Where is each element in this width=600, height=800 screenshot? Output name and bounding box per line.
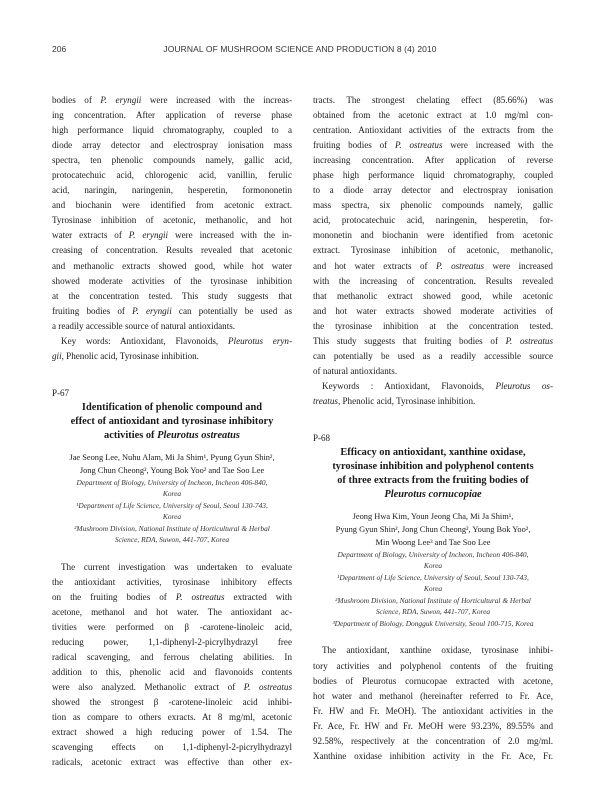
text-line: and hot water extracts of P. ostreatus were increased	[313, 260, 553, 271]
text-line: and biochanin were identified from acetonic extract.	[52, 200, 292, 211]
text-line: protocatechuic acid, chlorogenic acid, vanillin, ferulic	[52, 170, 292, 181]
text-line: radical scavenging, and ferrous chelating abilities. In	[52, 652, 292, 663]
affiliation-line: Korea	[162, 512, 182, 522]
text-line: mass spectra, six phenolic compounds namely, gallic	[313, 200, 553, 211]
text-line: to a diode array detector and electrospray ionisation	[313, 185, 553, 196]
text-line: obtained from the acetonic extract at 1.0 mg/ml con-	[313, 110, 553, 121]
text-line: acid, protocatechuic acid, naringenin, hesperetin, for-	[313, 215, 553, 226]
text-line: creasing of concentration. Results revealed that acetonic	[52, 245, 292, 256]
keywords-line: treatus, Phenolic acid, Tyrosinase inhibition.	[313, 395, 476, 406]
author-line: Jong Chun Cheong², Young Bok Yoo² and Tae Soo Lee	[79, 465, 265, 475]
affiliations	[52, 477, 292, 546]
text-line: phase high performance liquid chromatography, coupled	[313, 170, 553, 181]
abstract-body	[52, 560, 292, 771]
abstract-code: P-68	[313, 432, 331, 443]
title-line: Identification of phenolic compound and	[81, 401, 263, 413]
text-line: of natural antioxidants.	[313, 365, 398, 376]
affiliation-line: Korea	[423, 561, 443, 571]
text-line: Fr. Ace, Fr. HW and Fr. MeOH were 93.23%, 89.55% and	[313, 720, 553, 731]
title-line: effect of antioxidant and tyrosinase inhibitory	[70, 415, 274, 427]
text-line: The antioxidant, xanthine oxidase, tyrosinase inhibi-	[322, 645, 553, 656]
text-line: hot water and methanol (hereinafter referred to Fr. Ace,	[313, 690, 553, 701]
running-header	[0, 44, 600, 58]
title-line: Efficacy on antioxidant, xanthine oxidase,	[340, 446, 526, 458]
text-line: Tyrosinase inhibition of acetonic, methanolic, and hot	[52, 215, 292, 226]
affiliation-line: ¹Department of Life Science, University of Seoul, Seoul 130-743,	[337, 572, 529, 582]
text-line: tivities were performed on β -carotene-linoleic acid,	[52, 622, 292, 633]
journal-title: JOURNAL OF MUSHROOM SCIENCE AND PRODUCTION 8 (4) 2010	[163, 44, 437, 54]
affiliation-line: Korea	[162, 489, 182, 499]
text-line: the antioxidant activities, tyrosinase inhibitory effects	[52, 576, 292, 587]
text-line: on the fruiting bodies of P. ostreatus extracted with	[52, 591, 292, 602]
text-line: increasing concentration. After application of reverse	[313, 155, 553, 166]
affiliation-line: Science, RDA, Suwon, 441-707, Korea	[114, 535, 230, 545]
keywords-p67	[313, 379, 553, 409]
text-line: and methanolic extracts showed good, while hot water	[52, 260, 292, 271]
text-line: addition to this, phenolic acid and flavonoids contents	[52, 667, 292, 678]
text-line: tion as compare to others exracts. At 8 mg/ml, acetonic	[52, 712, 292, 723]
text-line: scavenging effects on 1,1-diphenyl-2-picrylhydrazyl	[52, 742, 292, 753]
text-line: ing concentration. After application of reverse phase	[52, 110, 292, 121]
text-line: Xanthine oxidase inhibition activity in the Fr. Ace, Fr.	[313, 750, 553, 761]
text-line: showed the strongest β -carotene-linoleic acid inhibi-	[52, 697, 292, 708]
title-line: of three extracts from the fruiting bodies of	[337, 474, 529, 486]
title-line: activities of Pleurotus ostreatus	[104, 429, 240, 441]
text-line: extract. Tyrosinase inhibition of acetonic, methanolic,	[313, 245, 553, 256]
text-line: tracts. The strongest chelating effect (85.66%) was	[313, 95, 553, 105]
affiliation-line: ²Mushroom Division, National Institute of Horticultural & Herbal	[335, 595, 531, 605]
abstract-title	[313, 446, 553, 502]
text-line: fruiting bodies of P. ostreatus were increased with the	[313, 140, 553, 151]
affiliation-line: Science, RDA, Suwon, 441-707, Korea	[375, 607, 491, 617]
author-line: Jeong Hwa Kim, Youn Jeong Cha, Mi Ja Shim¹,	[352, 511, 514, 521]
affiliation-line: Korea	[423, 584, 443, 594]
affiliation-line: ¹Department of Life Science, University of Seoul, Seoul 130-743,	[76, 500, 268, 510]
text-line: the tyrosinase inhibition at the concentration tested.	[313, 320, 553, 331]
page-number: 206	[52, 44, 67, 54]
text-line: diode array detector and electrospray ionisation mass	[52, 140, 292, 151]
text-line: The current investigation was undertaken to evaluate	[61, 561, 292, 572]
text-line: that methanolic extract showed good, while acetonic	[313, 290, 553, 301]
text-line: acetone, methanol and hot water. The antioxidant ac-	[52, 606, 292, 617]
abstract-code: P-67	[52, 387, 70, 398]
text-line: 92.58%, respectively at the concentration of 2.0 mg/ml.	[313, 735, 553, 746]
text-line: and hot water extracts showed moderate activities of	[313, 305, 553, 316]
text-line: water extracts of P. eryngii were increased with the in-	[52, 230, 292, 241]
affiliation-line: ³Department of Biology, Dongguk University, Seoul 100-715, Korea	[332, 618, 534, 628]
text-line: high performance liquid chromatography, coupled to a	[52, 125, 292, 136]
affiliation-line: Department of Biology, University of Incheon, Incheon 406-840,	[337, 549, 529, 559]
title-line: tyrosinase inhibition and polyphenol contents	[332, 460, 534, 472]
p67-abstract-continuation	[313, 93, 553, 379]
text-line: acid, naringin, naringenin, hesperetin, formononetin	[52, 185, 292, 196]
text-line: reducing power, 1,1-diphenyl-2-picrylhydrazyl free	[52, 637, 292, 648]
text-line: This study suggests that fruiting bodies of P. ostreatus	[313, 335, 553, 346]
text-line: radicals, acetonic extract was effective than other ex-	[52, 757, 292, 768]
keywords-line: Keywords : Antioxidant, Flavonoids, Pleurotus os-	[322, 380, 553, 391]
abstract-title	[52, 401, 292, 443]
text-line: centration. Antioxidant activities of the extracts from the	[313, 125, 553, 136]
text-line: with the increasing of concentration. Results revealed	[313, 275, 553, 286]
keywords-line: gii, Phenolic acid, Tyrosinase inhibition.	[52, 350, 199, 361]
author-list	[313, 510, 553, 549]
author-line: Jae Seong Lee, Nuhu Alam, Mi Ja Shim¹, Pyung Gyun Shin²,	[69, 452, 275, 462]
text-line: were also analyzed. Methanolic extract of P. ostreatus	[52, 682, 292, 693]
affiliation-line: ²Mushroom Division, National Institute of Horticultural & Herbal	[74, 523, 270, 533]
text-line: at the concentration tested. This study suggests that	[52, 290, 292, 301]
affiliation-line: Department of Biology, University of Incheon, Incheon 406-840,	[76, 477, 268, 487]
title-line: Pleurotus cornucopiae	[384, 488, 482, 500]
text-line: extract showed a high reducing power of 1.54. The	[52, 727, 292, 738]
text-line: mononetin and biochanin were identified from acetonic	[313, 230, 553, 241]
affiliations	[313, 549, 553, 630]
author-line: Pyung Gyun Shin², Jong Chun Cheong², Young Bok Yoo²,	[335, 524, 531, 534]
left-column	[52, 93, 292, 771]
author-line: Min Woong Lee³ and Tae Soo Lee	[375, 537, 491, 547]
text-line: can potentially be used as a readily accessible source	[313, 350, 553, 361]
text-line: a readily accessible source of natural antioxidants.	[52, 320, 236, 331]
keywords-line: Key words: Antioxidant, Flavonoids, Pleurotus eryn-	[61, 335, 292, 346]
text-line: Fr. HW and Fr. MeOH). The antioxidant activities in the	[313, 705, 553, 716]
keywords-p66	[52, 334, 292, 364]
text-line: bodies of Pleurotus cornucopae extracted with acetone,	[313, 675, 553, 686]
text-line: bodies of P. eryngii were increased with the increas-	[52, 95, 292, 105]
text-line: tory activities and polyphenol contents of the fruiting	[313, 660, 553, 671]
text-line: showed moderate activities of the tyrosinase inhibition	[52, 275, 292, 286]
abstract-body	[313, 643, 553, 763]
author-list	[52, 451, 292, 477]
text-line: spectra, ten phenolic compounds namely, gallic acid,	[52, 155, 292, 166]
prev-abstract-continuation	[52, 93, 292, 334]
right-column	[313, 93, 553, 764]
text-line: fruiting bodies of P. eryngii can potentially be used as	[52, 305, 292, 316]
